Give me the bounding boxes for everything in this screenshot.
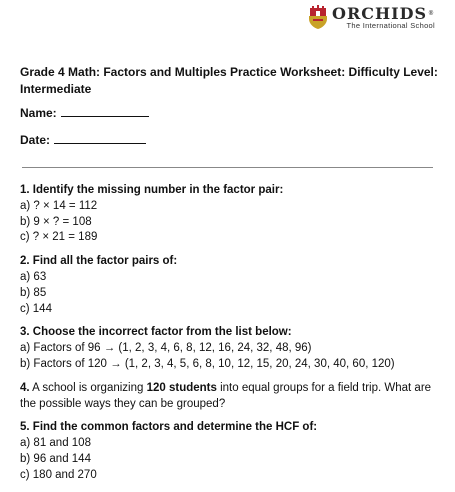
date-blank-line[interactable] [54, 133, 146, 144]
answer-option: a) 63 [20, 270, 47, 283]
answer-option: b) Factors of 120 → (1, 2, 3, 4, 5, 6, 8, 10, 12, 15, 20, 24, 30, 40, 60, 120) [20, 357, 395, 370]
logo-name: ORCHIDS® [332, 3, 435, 23]
answer-option: a) ? × 14 = 112 [20, 199, 98, 212]
answer-option: a) 81 and 108 [20, 437, 91, 450]
castle-crest-icon [307, 4, 329, 30]
answer-option: c) 144 [20, 302, 52, 315]
school-logo [307, 4, 435, 30]
worksheet-title: Grade 4 Math: Factors and Multiples Practice Worksheet: Difficulty Level: Intermediate [20, 65, 438, 96]
logo-tagline: The International School [346, 20, 435, 30]
question-5 [20, 420, 440, 483]
question-prompt: 3. Choose the incorrect factor from the list below: [20, 326, 292, 339]
date-label: Date: [20, 133, 51, 147]
answer-option: b) 96 and 144 [20, 452, 91, 465]
question-2 [20, 254, 440, 317]
question-3 [20, 325, 440, 372]
question-list [20, 183, 440, 492]
name-label: Name: [20, 106, 57, 120]
date-field[interactable] [20, 133, 146, 147]
divider-line [22, 167, 433, 168]
answer-option: c) ? × 21 = 189 [20, 231, 98, 244]
answer-option: b) 85 [20, 286, 47, 299]
question-prompt: 1. Identify the missing number in the factor pair: [20, 184, 284, 196]
name-field[interactable] [20, 106, 149, 120]
answer-option: c) 180 and 270 [20, 468, 97, 481]
question-4 [20, 381, 440, 413]
answer-option: a) Factors of 96 → (1, 2, 3, 4, 6, 8, 12, 16, 24, 32, 48, 96) [20, 342, 312, 355]
answer-option: b) 9 × ? = 108 [20, 215, 92, 228]
question-1 [20, 183, 440, 246]
question-prompt: 4. A school is organizing 120 students into equal groups for a field trip. What are the possible ways they can be grouped? [20, 381, 432, 410]
question-prompt: 5. Find the common factors and determine the HCF of: [20, 421, 318, 434]
question-prompt: 2. Find all the factor pairs of: [20, 255, 178, 268]
name-blank-line[interactable] [61, 106, 149, 117]
